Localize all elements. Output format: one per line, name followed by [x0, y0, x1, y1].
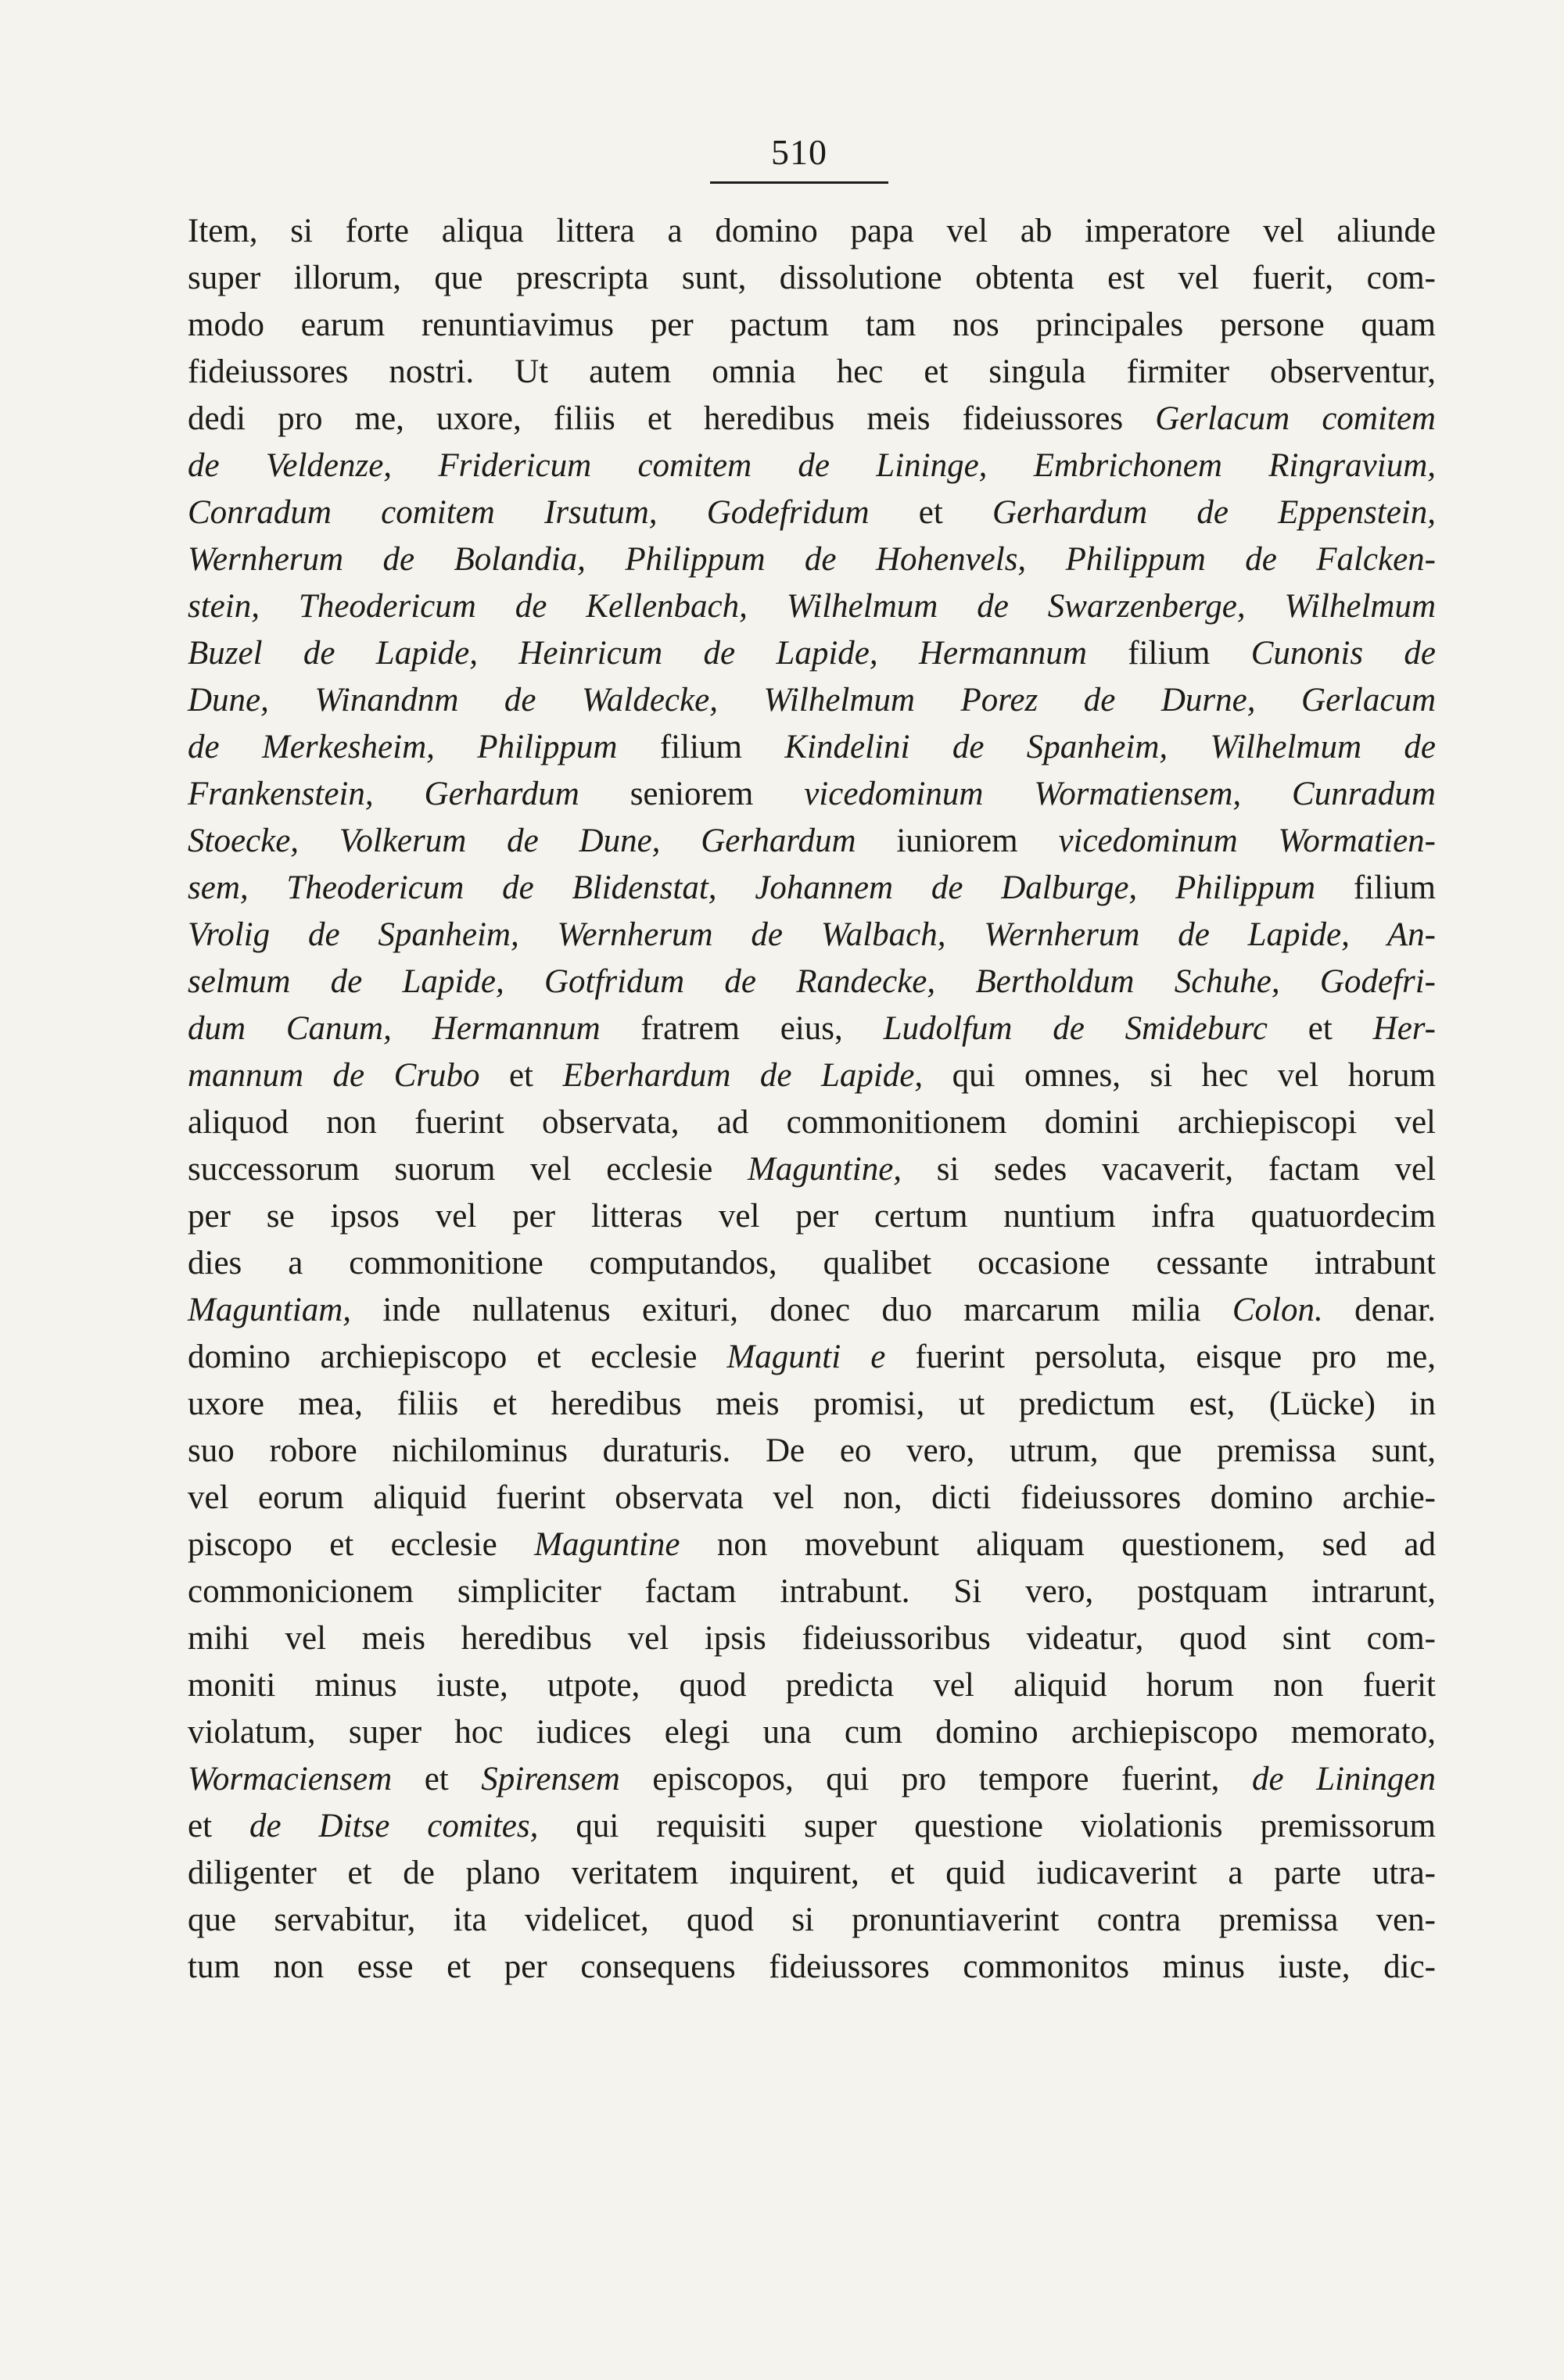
italic-name-run: sem, Theodericum de Blidenstat, Johannem de Dalburge, Philippum	[188, 869, 1316, 906]
text-run: episcopos, qui pro tempore fuerint,	[619, 1761, 1252, 1798]
text-line	[188, 349, 1436, 396]
italic-name-run: stein, Theodericum de Kellenbach, Wilhelmum de Swarzenberge, Wilhelmum	[188, 588, 1436, 625]
text-run: et	[392, 1761, 482, 1798]
italic-name-run: Stoecke, Volkerum de Dune, Gerhardum	[188, 823, 856, 859]
italic-name-run: Colon.	[1232, 1292, 1323, 1328]
italic-name-run: Magunti e	[726, 1339, 886, 1375]
italic-name-run: Wernherum de Bolandia, Philippum de Hohenvels, Philippum de Falcken-	[188, 541, 1436, 578]
text-line	[188, 1099, 1436, 1146]
text-run: tum non esse et per consequens fideiussores commonitos minus iuste, dic-	[188, 1948, 1436, 1985]
text-run: iuniorem	[856, 823, 1059, 859]
italic-name-run: Dune, Winandnm de Waldecke, Wilhelmum Porez de Durne, Gerlacum	[188, 682, 1436, 719]
text-line	[188, 1522, 1436, 1568]
text-line	[188, 1005, 1436, 1052]
text-line	[188, 818, 1436, 865]
italic-name-run: dum Canum, Hermannum	[188, 1010, 601, 1047]
text-line	[188, 1287, 1436, 1334]
text-run: Item, si forte aliqua littera a domino papa vel ab imperatore vel aliunde	[188, 213, 1436, 249]
text-line	[188, 912, 1436, 959]
text-line	[188, 1944, 1436, 1991]
text-line	[188, 208, 1436, 255]
text-run: fratrem eius,	[600, 1010, 884, 1047]
italic-name-run: Maguntine,	[747, 1151, 902, 1188]
page-number: 510	[771, 132, 827, 172]
text-line	[188, 1334, 1436, 1381]
text-run: dedi pro me, uxore, filiis et heredibus meis fideiussores	[188, 400, 1156, 437]
italic-name-run: Ludolfum de Smideburc	[883, 1010, 1268, 1047]
text-line	[188, 1850, 1436, 1897]
italic-name-run: de Merkesheim, Philippum	[188, 729, 618, 765]
italic-name-run: selmum de Lapide, Gotfridum de Randecke, Bertholdum Schuhe, Godefri-	[188, 963, 1436, 1000]
text-run: fideiussores nostri. Ut autem omnia hec et singula firmiter observentur,	[188, 353, 1436, 390]
text-line	[188, 1615, 1436, 1662]
text-line	[188, 536, 1436, 583]
text-run: dies a commonitione computandos, qualibet occasione cessante intrabunt	[188, 1245, 1436, 1281]
text-line	[188, 771, 1436, 818]
italic-name-run: Her-	[1372, 1010, 1436, 1047]
text-line	[188, 724, 1436, 771]
text-line	[188, 1897, 1436, 1944]
italic-name-run: Kindelini de Spanheim, Wilhelmum de	[784, 729, 1437, 765]
text-run: et	[869, 494, 992, 531]
text-line	[188, 1662, 1436, 1709]
text-run: aliquod non fuerint observata, ad commonitionem domini archiepiscopi vel	[188, 1104, 1436, 1141]
text-line	[188, 489, 1436, 536]
text-run: filium	[1086, 635, 1251, 672]
text-run: successorum suorum vel ecclesie	[188, 1151, 748, 1188]
text-run: et	[188, 1808, 249, 1844]
text-line	[188, 1803, 1436, 1850]
text-line	[188, 1052, 1436, 1099]
text-run: violatum, super hoc iudices elegi una cum domino archiepiscopo memorato,	[188, 1714, 1436, 1751]
text-line	[188, 443, 1436, 489]
text-run: denar.	[1322, 1292, 1437, 1328]
italic-name-run: Conradum comitem Irsutum, Godefridum	[188, 494, 870, 531]
italic-name-run: mannum de Crubo	[188, 1057, 480, 1094]
text-run: suo robore nichilominus duraturis. De eo vero, utrum, que premissa sunt,	[188, 1432, 1436, 1469]
text-run: domino archiepiscopo et ecclesie	[188, 1339, 727, 1375]
italic-name-run: Eberhardum de Lapide,	[562, 1057, 924, 1094]
italic-name-run: de Ditse comites,	[249, 1808, 539, 1844]
italic-name-run: de Veldenze, Fridericum comitem de Lininge, Embrichonem Ringravium,	[188, 447, 1436, 484]
italic-name-run: Cunonis de	[1250, 635, 1436, 672]
text-run: filium	[617, 729, 785, 765]
text-run: inde nullatenus exituri, donec duo marcarum milia	[351, 1292, 1232, 1328]
text-run: fuerint persoluta, eisque pro me,	[885, 1339, 1436, 1375]
text-run: moniti minus iuste, utpote, quod predicta vel aliquid horum non fuerit	[188, 1667, 1436, 1704]
text-line	[188, 1756, 1436, 1803]
body-text	[188, 208, 1436, 1991]
text-line	[188, 1709, 1436, 1756]
text-line	[188, 630, 1436, 677]
text-run: super illorum, que prescripta sunt, dissolutione obtenta est vel fuerit, com-	[188, 260, 1436, 296]
text-line	[188, 255, 1436, 302]
text-run: uxore mea, filiis et heredibus meis promisi, ut predictum est, (Lücke) in	[188, 1385, 1436, 1422]
text-run: qui omnes, si hec vel horum	[923, 1057, 1436, 1094]
text-line	[188, 959, 1436, 1005]
text-line	[188, 1193, 1436, 1240]
text-line	[188, 1475, 1436, 1522]
text-run: mihi vel meis heredibus vel ipsis fideiussoribus videatur, quod sint com-	[188, 1620, 1436, 1657]
text-run: piscopo et ecclesie	[188, 1526, 535, 1563]
text-line	[188, 1381, 1436, 1428]
text-run: non movebunt aliquam questionem, sed ad	[680, 1526, 1436, 1563]
text-line	[188, 1568, 1436, 1615]
text-line	[188, 583, 1436, 630]
text-line	[188, 302, 1436, 349]
italic-name-run: de Liningen	[1251, 1761, 1436, 1798]
page-number-rule	[710, 181, 888, 184]
italic-name-run: Maguntiam,	[188, 1292, 352, 1328]
italic-name-run: Maguntine	[534, 1526, 680, 1563]
text-run: commonicionem simpliciter factam intrabunt. Si vero, postquam intrarunt,	[188, 1573, 1436, 1610]
text-run: si sedes vacaverit, factam vel	[902, 1151, 1436, 1188]
text-run: modo earum renuntiavimus per pactum tam nos principales persone quam	[188, 306, 1436, 343]
text-run: filium	[1315, 869, 1436, 906]
text-run: seniorem	[579, 776, 805, 812]
italic-name-run: Buzel de Lapide, Heinricum de Lapide, Hermannum	[188, 635, 1087, 672]
italic-name-run: Wormaciensem	[188, 1761, 393, 1798]
italic-name-run: Vrolig de Spanheim, Wernherum de Walbach, Wernherum de Lapide, An-	[188, 916, 1436, 953]
text-run: vel eorum aliquid fuerint observata vel non, dicti fideiussores domino archie-	[188, 1479, 1436, 1516]
italic-name-run: Spirensem	[481, 1761, 620, 1798]
text-line	[188, 1428, 1436, 1475]
text-run: per se ipsos vel per litteras vel per certum nuntium infra quatuordecim	[188, 1198, 1436, 1235]
text-line	[188, 396, 1436, 443]
text-run: et	[479, 1057, 563, 1094]
text-run: qui requisiti super questione violationis premissorum	[538, 1808, 1436, 1844]
text-line	[188, 677, 1436, 724]
text-line	[188, 1240, 1436, 1287]
italic-name-run: Gerhardum de Eppenstein,	[992, 494, 1437, 531]
italic-name-run: vicedominum Wormatiensem, Cunradum	[804, 776, 1436, 812]
italic-name-run: Frankenstein, Gerhardum	[188, 776, 579, 812]
italic-name-run: vicedominum Wormatien-	[1058, 823, 1436, 859]
text-run: et	[1267, 1010, 1373, 1047]
italic-name-run: Gerlacum comitem	[1155, 400, 1436, 437]
text-run: diligenter et de plano veritatem inquirent, et quid iudicaverint a parte utra-	[188, 1855, 1436, 1891]
text-line	[188, 1146, 1436, 1193]
text-line	[188, 865, 1436, 912]
text-run: que servabitur, ita videlicet, quod si pronuntiaverint contra premissa ven-	[188, 1901, 1436, 1938]
